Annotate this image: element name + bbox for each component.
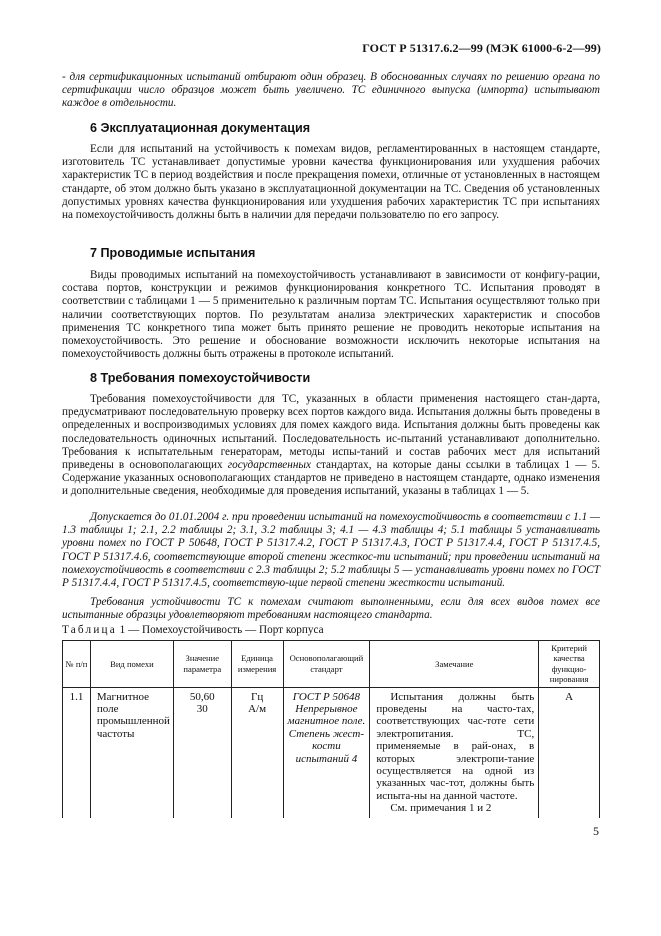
row-units xyxy=(231,687,283,818)
row-remark-note: См. примечания 1 и 2 xyxy=(390,802,492,815)
intro-paragraph: - для сертификационных испытаний отбирают один образец. В обоснованных случаях по решению органа по сертификации число образцов может быть увеличено. ТС единичного выпуска (импорта) испытывают каждое в отдельности. xyxy=(62,71,600,110)
col-header-standard: Основополагающий стандарт xyxy=(283,641,370,688)
row-value-field: 30 xyxy=(196,703,208,716)
table-caption-text: 1 — Помехоустойчивость — Порт корпуса xyxy=(119,624,324,636)
section-7-paragraph: Виды проводимых испытаний на помехоустойчивость устанавливают в зависимости от конфигу-рации, состава портов, конструкции и режимов функционирования конкретного ТС. Испытания проводят в соответствии с таблицами 1 — 5 применительно к различным портам ТС. Испытания осуществляют только при наличии соответствующих портов. По результатам анализа электрических характеристик и способов применения ТС конкретного типа может быть принято решение не проводить некоторые испытания на помехоустойчивость. Это решение и обоснование возможности исключить некоторые испытания на помехоустойчивость должны быть отражены в протоколе испытаний. xyxy=(62,269,600,361)
section-8-p1-text-end: стандартах, на которые даны ссылки в таблицах 1 — 5. Содержание указанных основополагающих стандартов не приведено в настоящем стандарте, однако изменения и дополнительные сведения, необходимые для проведения испытаний, указаны в таблицах 1 — 5. xyxy=(62,459,601,498)
row-remark-cell xyxy=(370,687,539,818)
page-number: 5 xyxy=(593,824,599,838)
row-unit-hz: Гц xyxy=(250,690,264,703)
row-num: 1.1 xyxy=(63,687,91,818)
col-header-num: № п/п xyxy=(63,641,91,688)
section-8-p1-text: Требования помехоустойчивости для ТС, указанных в области применения настоящего стан-дарта, предусматривают последовательную проверку всех портов каждого вида. Испытания должны быть проведены в определенных и воспроизводимых условиях для помех каждого вида. Испытания должны быть проведены как последовательность одиночных испытаний. Последовательность ис-пытаний устанавливают дополнительно. Требования к испытательным генераторам, методы испы-таний и состав рабочих мест для испытаний приведены в основополагающих xyxy=(62,393,600,472)
section-8-paragraph-1 xyxy=(62,393,600,499)
row-type: Магнитное поле промышленной частоты xyxy=(90,687,173,818)
row-criterion: А xyxy=(539,687,600,818)
row-unit-am: А/м xyxy=(248,703,267,716)
row-value-frequency: 50,60 xyxy=(189,690,215,703)
section-8-paragraph-3: Требования устойчивости ТС к помехам считают выполненными, если для всех видов помех все испытанные образцы удовлетворяют требованиям настоящего стандарта. xyxy=(62,596,600,622)
section-6-paragraph: Если для испытаний на устойчивость к помехам видов, регламентированных в настоящем стандарте, изготовитель ТС устанавливает допустимые уровни качества функционирования или ухудшения рабочих характеристик ТС в период воздействия и после прекращения помехи, отличные от установленных в настоящем стандарте, об этом должно быть указано в эксплуатационной документации на ТС. Сведения об установленных допустимых уровнях качества функционирования или ухудшения рабочих характеристик ТС при испытаниях на помехоустойчивость должны быть в наличии для передачи пользователю по его запросу. xyxy=(62,143,600,222)
section-8-paragraph-2: Допускается до 01.01.2004 г. при проведении испытаний на помехоустойчивость в соответствии с 1.1 — 1.3 таблицы 1; 2.1, 2.2 таблицы 2; 3.1, 3.2 таблицы 3; 4.1 — 4.3 таблицы 4; 5.1 таблицы 5 устанавливать уровни помех по ГОСТ Р 50648, ГОСТ Р 51317.4.2, ГОСТ Р 51317.4.3, ГОСТ Р 51317.4.4, ГОСТ Р 51317.4.5, ГОСТ Р 51317.4.6, соответствующие второй степени жесткос-ти испытаний; при проведении испытаний на помехоустойчивость в соответствии с 2.3 таблицы 2; 5.2 таблицы 5 — устанавливать уровни помех по ГОСТ Р 51317.4.4, ГОСТ Р 51317.4.5, соответствую-щие первой степени жесткости испытаний. xyxy=(62,511,600,590)
col-header-unit: Единица измерения xyxy=(231,641,283,688)
section-7-title: 7 Проводимые испытания xyxy=(90,246,256,260)
interference-table xyxy=(62,640,600,818)
document-header: ГОСТ Р 51317.6.2—99 (МЭК 61000-6-2—99) xyxy=(362,41,601,55)
table-caption-label: Таблица xyxy=(62,624,117,636)
table-caption xyxy=(62,624,600,637)
row-values xyxy=(173,687,231,818)
row-remark: Испытания должны быть проведены на часто-тах, соответствующих час-тоте сети электропитания. ТС, применяемые в рай-онах, в которых электропи-тание осуществляется на одной из указанных час-тот, должны быть испыта-ны на данной частоте. xyxy=(376,690,535,802)
section-8-title: 8 Требования помехоустойчивости xyxy=(90,371,311,385)
table-row xyxy=(63,687,600,818)
col-header-type: Вид помехи xyxy=(90,641,173,688)
col-header-remark: Замечание xyxy=(370,641,539,688)
col-header-criterion: Критерий качества функцио-нирования xyxy=(539,641,600,688)
col-header-value: Значение параметра xyxy=(173,641,231,688)
section-8-p1-italic: государственных xyxy=(227,459,311,472)
section-6-title: 6 Эксплуатационная документация xyxy=(90,121,311,135)
row-standard: ГОСТ Р 50648 Непрерывное магнитное поле. Степень жест-кости испытаний 4 xyxy=(283,687,370,818)
